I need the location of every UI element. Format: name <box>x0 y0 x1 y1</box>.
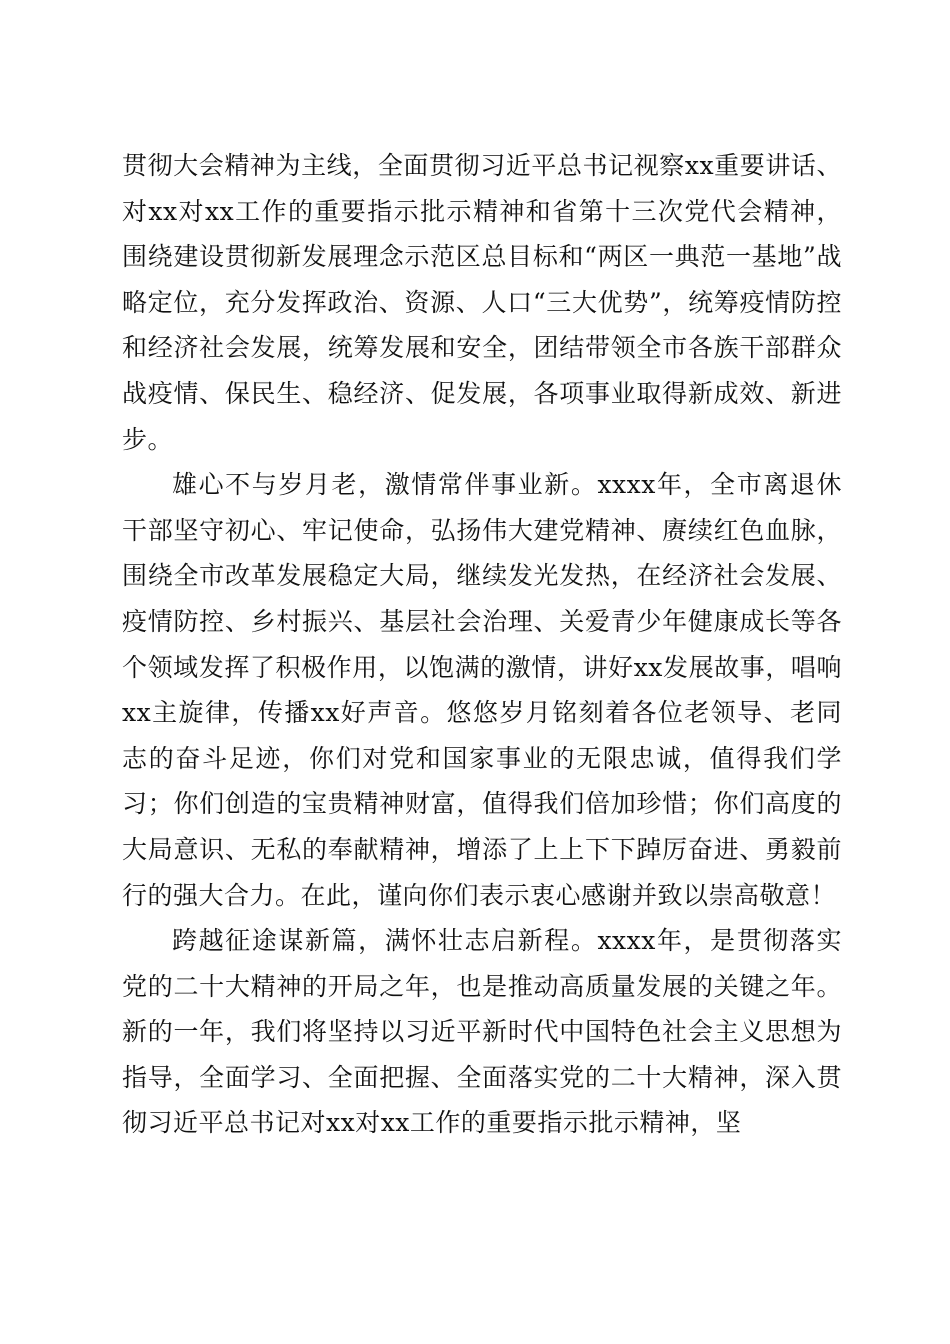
paragraph-new-journey: 跨越征途谋新篇，满怀壮志启新程。xxxx年，是贯彻落实党的二十大精神的开局之年，也是推动高质量发展的关键之年。新的一年，我们将坚持以习近平新时代中国特色社会主义思想为指导，全面学习、全面把握、全面落实党的二十大精神，深入贯彻习近平总书记对xx对xx工作的重要指示批示精神，坚 <box>122 926 842 1138</box>
paragraph-continuation: 贯彻大会精神为主线，全面贯彻习近平总书记视察xx重要讲话、对xx对xx工作的重要指示批示精神和省第十三次党代会精神，围绕建设贯彻新发展理念示范区总目标和“两区一典范一基地”战略定位，充分发挥政治、资源、人口“三大优势”，统筹疫情防控和经济社会发展，统筹发展和安全，团结带领全市各族干部群众战疫情、保民生、稳经济、促发展，各项事业取得新成效、新进步。 <box>122 151 842 454</box>
document-body <box>122 143 842 1146</box>
paragraph-retired-cadres: 雄心不与岁月老，激情常伴事业新。xxxx年，全市离退休干部坚守初心、牢记使命，弘扬伟大建党精神、赓续红色血脉，围绕全市改革发展稳定大局，继续发光发热，在经济社会发展、疫情防控、乡村振兴、基层社会治理、关爱青少年健康成长等各个领域发挥了积极作用，以饱满的激情，讲好xx发展故事，唱响xx主旋律，传播xx好声音。悠悠岁月铭刻着各位老领导、老同志的奋斗足迹，你们对党和国家事业的无限忠诚，值得我们学习；你们创造的宝贵精神财富，值得我们倍加珍惜；你们高度的大局意识、无私的奉献精神，增添了上上下下踔厉奋进、勇毅前行的强大合力。在此，谨向你们表示衷心感谢并致以崇高敬意！ <box>122 470 842 910</box>
